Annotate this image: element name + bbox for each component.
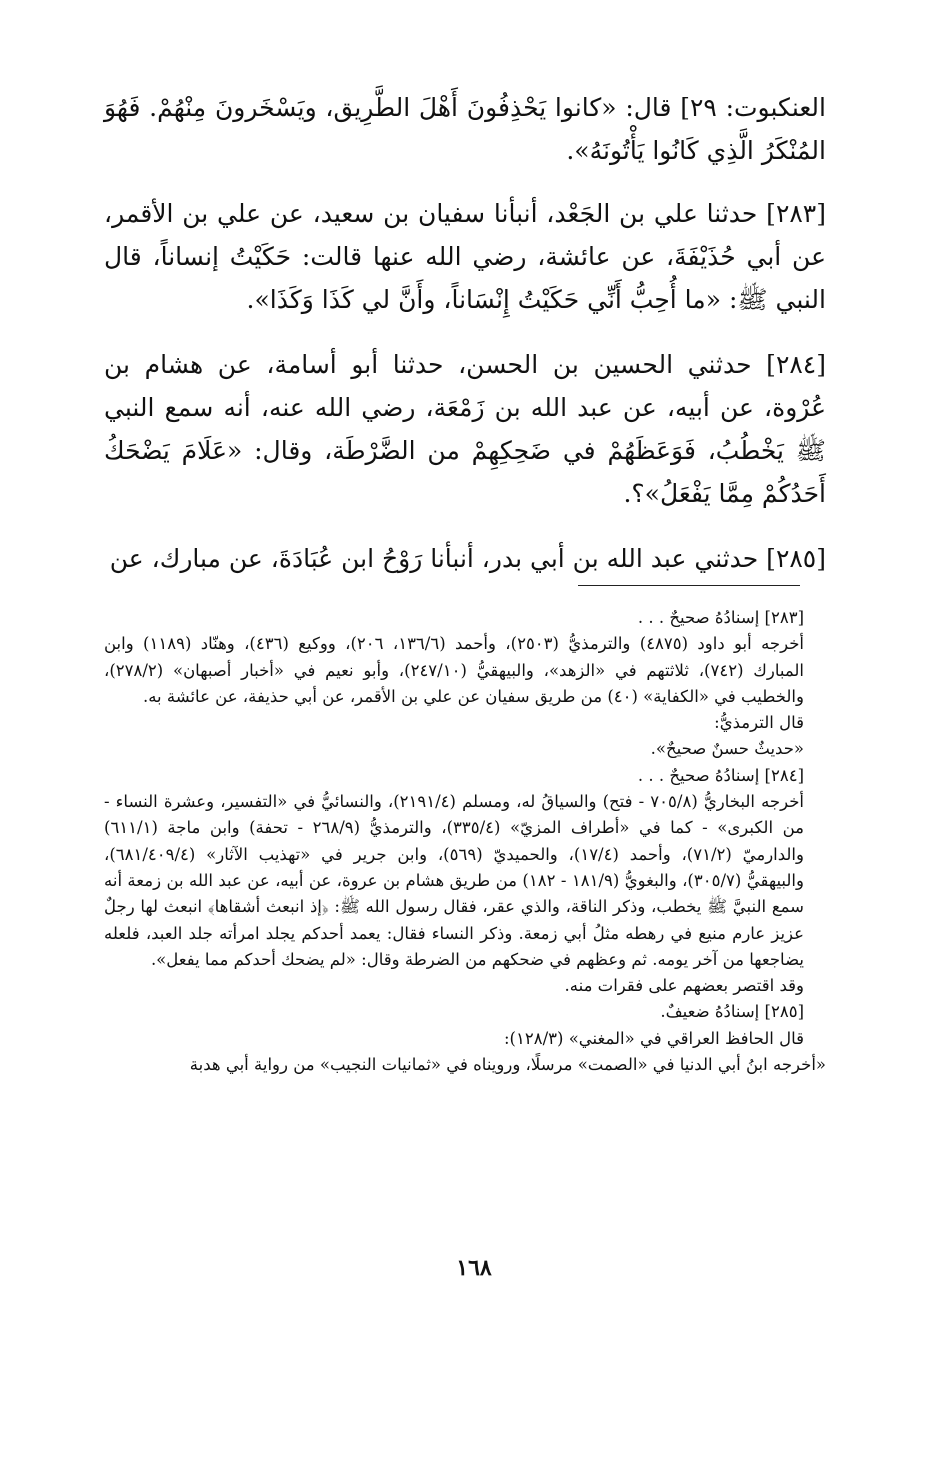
footnote-285-grade: [٢٨٥] إسنادُهُ ضعيفٌ. xyxy=(660,1002,804,1022)
footnote-separator xyxy=(578,585,800,586)
footnote-284-grade: [٢٨٤] إسنادُهُ صحيحٌ . . . xyxy=(637,765,804,785)
page-number: ١٦٨ xyxy=(456,1255,492,1281)
footnote-283-tirmidhi-quote: «حديثٌ حسنٌ صحيحٌ». xyxy=(650,739,804,759)
main-paragraph-continuation: العنكبوت: ٢٩] قال: «كانوا يَحْذِفُونَ أَهْلَ الطَّرِيق، ويَسْخَرونَ مِنْهُمْ. فَهُوَ المُنْكَرُ الَّذِي كَانُوا يَأْتُونَهُ». xyxy=(104,93,826,165)
main-text xyxy=(104,86,826,602)
footnote-285-iraqi-quote: «أخرجه ابنُ أبي الدنيا في «الصمت» مرسلًا، ورويناه في «ثمانيات النجيب» من رواية أبي هدبة xyxy=(189,1055,826,1075)
footnote-284-sources: أخرجه البخاريُّ (٧٠٥/٨ - فتح) والسياقُ له، ومسلم (٢١٩١/٤)، والنسائيُّ في «التفسير، وعشرة النساء - من الكبرى» - كما في «أطراف المزيّ» (٣٣٥/٤)، والترمذيُّ (٢٦٨/٩ - تحفة) وابن ماجة (٦١١/١) والدارميّ (٧١/٢)، وأحمد (١٧/٤)، والحميديّ (٥٦٩)، وابن جرير في «تهذيب الآثار» (٦٨١/٤٠٩/٤)، والبيهقيُّ (٣٠٥/٧)، والبغويُّ (١٨١/٩ - ١٨٢) من طريق هشام بن عروة، عن أبيه، عن عبد الله بن زمعة أنه سمع النبيَّ ﷺ يخطب، وذكر الناقة، والذي عقر، فقال رسول الله ﷺ: ﴿إذ انبعث أشقاها﴾ انبعث لها رجلٌ عزيز عارم منيع في رهطه مثلُ أبي زمعة. وذكر النساء فقال: يعمد أحدكم يجلد امرأته جلد العبد، فلعله يضاجعها من آخر يومه. ثم وعظهم في ضحكهم من الضرطة وقال: «لم يضحك أحدكم مما يفعل». xyxy=(104,792,805,969)
footnote-285-iraqi-label: قال الحافظ العراقي في «المغني» (١٢٨/٣): xyxy=(504,1028,804,1048)
main-paragraph-283: [٢٨٣] حدثنا علي بن الجَعْد، أنبأنا سفيان بن سعيد، عن علي بن الأقمر، عن أبي حُذَيْفَةَ، عن عائشة، رضي الله عنها قالت: حَكَيْتُ إنساناً، قال النبي ﷺ: «ما أُحِبُّ أَنِّي حَكَيْتُ إِنْسَاناً، وأَنَّ لي كَذَا وَكَذَا». xyxy=(104,199,826,314)
footnote-284-note: وقد اقتصر بعضهم على فقرات منه. xyxy=(564,976,804,996)
footnote-283-sources: أخرجه أبو داود (٤٨٧٥) والترمذيُّ (٢٥٠٣)، وأحمد (١٣٦/٦، ٢٠٦)، ووكيع (٤٣٦)، وهنّاد (١١٨٩) وابن المبارك (٧٤٢)، ثلاثتهم في «الزهد»، والبيهقيُّ (٢٤٧/١٠)، وأبو نعيم في «أخبار أصبهان» (٢٧٨/٢)، والخطيب في «الكفاية» (٤٠) من طريق سفيان عن علي بن الأقمر، عن أبي حذيفة، عن عائشة به. xyxy=(104,634,805,706)
footnotes xyxy=(104,605,826,1078)
footnote-283-tirmidhi-label: قال الترمذيُّ: xyxy=(714,713,804,733)
main-paragraph-284: [٢٨٤] حدثني الحسين بن الحسن، حدثنا أبو أسامة، عن هشام بن عُرْوة، عن أبيه، عن عبد الله بن زَمْعَة، رضي الله عنه، أنه سمع النبي ﷺ يَخْطُبُ، فَوَعَظَهُمْ في ضَحِكِهِمْ من الضَّرْطَة، وقال: «عَلَامَ يَضْحَكُ أَحَدُكُمْ مِمَّا يَفْعَلُ»؟. xyxy=(104,350,826,508)
main-paragraph-285: [٢٨٥] حدثني عبد الله بن أبي بدر، أنبأنا رَوْحُ ابن عُبَادَةَ، عن مبارك، عن xyxy=(109,544,826,573)
footnote-283-grade: [٢٨٣] إسنادُهُ صحيحٌ . . . xyxy=(637,608,804,627)
